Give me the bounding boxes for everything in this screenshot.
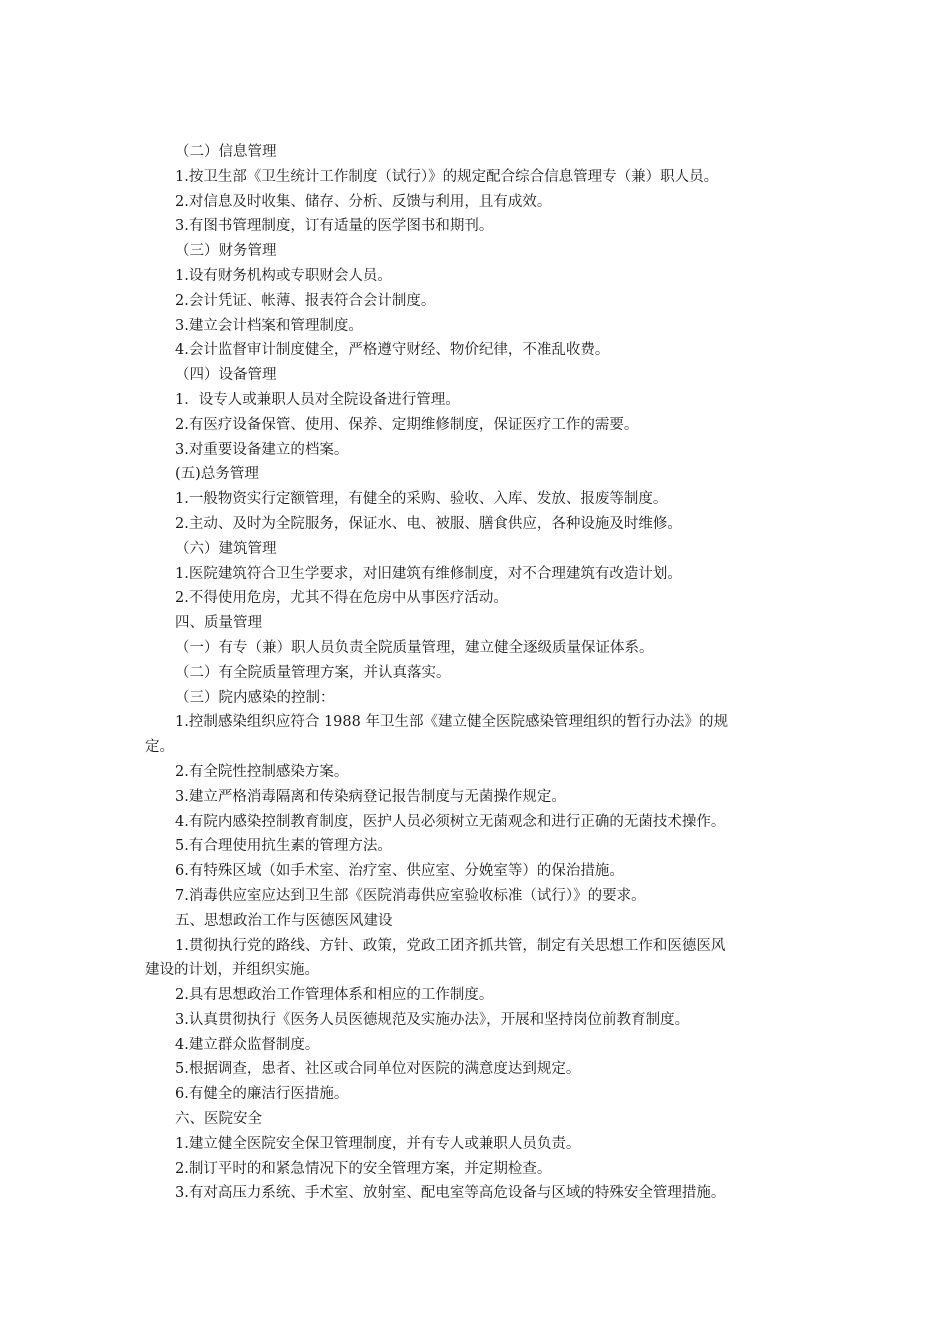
paragraph-line: 3.建立会计档案和管理制度。 [175, 317, 363, 334]
paragraph-line: 7.消毒供应室应达到卫生部《医院消毒供应室验收标准（试行）》的要求。 [175, 887, 646, 904]
paragraph-line: 4.会计监督审计制度健全，严格遵守财经、物价纪律，不准乱收费。 [175, 342, 610, 359]
paragraph-line: 3.认真贯彻执行《医务人员医德规范及实施办法》，开展和坚持岗位前教育制度。 [175, 1011, 690, 1028]
paragraph-line: 2.主动、及时为全院服务，保证水、电、被服、膳食供应，各种设施及时维修。 [175, 515, 682, 532]
paragraph-line: 2.有全院性控制感染方案。 [175, 763, 349, 780]
paragraph-line: 1.一般物资实行定额管理，有健全的采购、验收、入库、发放、报废等制度。 [175, 491, 668, 508]
paragraph-line: 4.有院内感染控制教育制度，医护人员必须树立无菌观念和进行正确的无菌技术操作。 [175, 813, 726, 830]
paragraph-line: 6.有健全的廉洁行医措施。 [175, 1086, 349, 1103]
paragraph-line-continuation: 定。 [145, 739, 174, 756]
heading-finance-management: （三）财务管理 [175, 243, 277, 260]
document-body [145, 140, 815, 1206]
paragraph-line: 1.医院建筑符合卫生学要求，对旧建筑有维修制度，对不合理建筑有改造计划。 [175, 565, 682, 582]
paragraph-line: 3.对重要设备建立的档案。 [175, 441, 349, 458]
paragraph-line-continuation: 建设的计划，并组织实施。 [145, 962, 319, 979]
paragraph-line: 6.有特殊区域（如手术室、治疗室、供应室、分娩室等）的保治措施。 [175, 863, 624, 880]
section-heading-safety: 六、医院安全 [175, 1111, 262, 1128]
paragraph-line: 2.不得使用危房，尤其不得在危房中从事医疗活动。 [175, 590, 508, 607]
paragraph-line: 1．设专人或兼职人员对全院设备进行管理。 [175, 391, 460, 408]
heading-information-management: （二）信息管理 [175, 144, 277, 160]
paragraph-line: 1.控制感染组织应符合 1988 年卫生部《建立健全医院感染管理组织的暂行办法》的规 [175, 714, 728, 731]
paragraph-line: 3.建立严格消毒隔离和传染病登记报告制度与无菌操作规定。 [175, 788, 566, 805]
paragraph-line: 1.建立健全医院安全保卫管理制度，并有专人或兼职人员负责。 [175, 1135, 581, 1152]
paragraph-line: （一）有专（兼）职人员负责全院质量管理，建立健全逐级质量保证体系。 [175, 639, 654, 656]
section-heading-ideology: 五、思想政治工作与医德医风建设 [175, 912, 393, 929]
paragraph-line: 1.贯彻执行党的路线、方针、政策，党政工团齐抓共管，制定有关思想工作和医德医风 [175, 937, 726, 954]
paragraph-line: 3.有图书管理制度，订有适量的医学图书和期刊。 [175, 218, 494, 235]
paragraph-line: 2.会计凭证、帐薄、报表符合会计制度。 [175, 292, 436, 309]
paragraph-line: 5.有合理使用抗生素的管理方法。 [175, 838, 392, 855]
paragraph-line: 1.按卫生部《卫生统计工作制度（试行）》的规定配合综合信息管理专（兼）职人员。 [175, 168, 719, 185]
paragraph-line: 1.设有财务机构或专职财会人员。 [175, 267, 392, 284]
section-heading-quality: 四、质量管理 [175, 615, 262, 632]
paragraph-line: 2.有医疗设备保管、使用、保养、定期维修制度，保证医疗工作的需要。 [175, 416, 639, 433]
heading-general-affairs: (五)总务管理 [175, 466, 259, 483]
heading-infection-control: （三）院内感染的控制： [175, 689, 335, 706]
paragraph-line: （二）有全院质量管理方案，并认真落实。 [175, 664, 451, 681]
paragraph-line: 2.对信息及时收集、储存、分析、反馈与利用，且有成效。 [175, 193, 552, 210]
paragraph-line: 4.建立群众监督制度。 [175, 1036, 320, 1053]
paragraph-line: 3.有对高压力系统、手术室、放射室、配电室等高危设备与区域的特殊安全管理措施。 [175, 1185, 726, 1202]
paragraph-line: 5.根据调查，患者、社区或合同单位对医院的满意度达到规定。 [175, 1061, 581, 1078]
paragraph-line: 2.制订平时的和紧急情况下的安全管理方案，并定期检查。 [175, 1160, 552, 1177]
paragraph-line: 2.具有思想政治工作管理体系和相应的工作制度。 [175, 987, 494, 1004]
heading-equipment-management: （四）设备管理 [175, 367, 277, 384]
heading-building-management: （六）建筑管理 [175, 540, 277, 557]
